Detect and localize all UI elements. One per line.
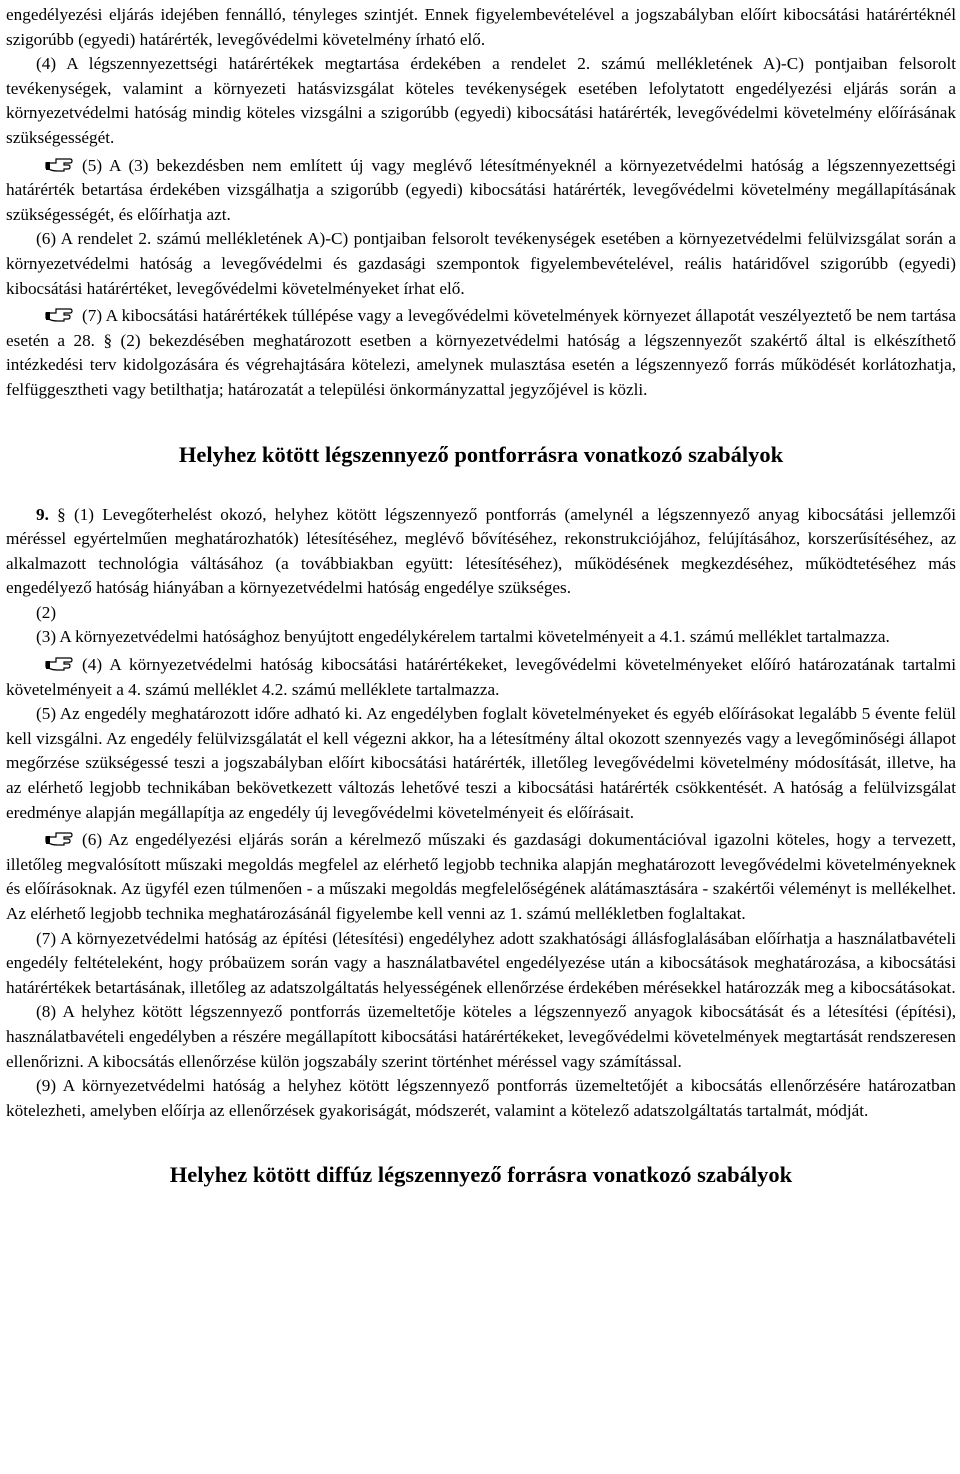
- section-9-paragraph-6-text: (6) Az engedélyezési eljárás során a kérelmező műszaki és gazdasági dokumentációval igazolni köteles, hogy a tervezett, illetőleg megvalósított műszaki megoldás megfelel az elérhető legjobb technika alapján meghatározott levegővédelmi követelményeknek és előírásoknak. Az ügyfél ezen túlmenően - a műszaki megoldás megfelelőségének alátámasztására - szakértői véleményt is mellékelhet. Az elérhető legjobb technika meghatározásánál figyelembe kell venni az 1. számú mellékletben foglaltakat.: [6, 830, 956, 923]
- section-number: 9.: [36, 504, 49, 524]
- paragraph-continuation: engedélyezési eljárás idejében fennálló, tényleges szintjét. Ennek figyelembevételével a jogszabályban előírt kibocsátási határértéknél szigorúbb (egyedi) határérték, levegővédelmi követelmény írható elő.: [6, 5, 956, 49]
- pointing-hand-icon: [44, 304, 74, 324]
- section-9-paragraph-3: (3) A környezetvédelmi hatósághoz benyújtott engedélykérelem tartalmi követelményeit a 4.1. számú melléklet tartalmazza.: [36, 627, 890, 647]
- section-9-paragraph-1-text: § (1) Levegőterhelést okozó, helyhez kötött légszennyező pontforrás (amelynél a légszennyező anyag kibocsátási jellemzői méréssel egyértelműen meghatározhatók) létesítéséhez, meglévő bővítéséhez, rekonstrukciójához, felújításához, korszerűsítéséhez, az alkalmazott technológia váltásához (a továbbiakban együtt: létesítéséhez), működésének megkezdéséhez, működtetéséhez más engedélyező hatóság hiányában a környezetvédelmi hatóság engedélye szükséges.: [6, 504, 957, 598]
- paragraph-6: (6) A rendelet 2. számú mellékletének A)-C) pontjaiban felsorolt tevékenységek esetében a környezetvédelmi felülvizsgálat során a környezetvédelmi hatóság a levegővédelmi és gazdasági szempontok figyelembevételével, reális határidővel szigorúbb (egyedi) kibocsátási határértéket, levegővédelmi követelményeket írhat elő.: [6, 229, 956, 298]
- section-9-paragraph-9: (9) A környezetvédelmi hatóság a helyhez kötött légszennyező pontforrás üzemeltetőjét a kibocsátás ellenőrzésére határozatban kötelezheti, amelyben előírja az ellenőrzések gyakoriságát, módszerét, valamint a kötelező adatszolgáltatás tartalmát, módját.: [6, 1076, 956, 1120]
- section-9-paragraph-4-text: (4) A környezetvédelmi hatóság kibocsátási határértékeket, levegővédelmi követelményeket előíró határozatának tartalmi követelményeit a 4. számú melléklet 4.2. számú melléklete tartalmazza.: [6, 655, 956, 699]
- paragraph-4: (4) A légszennyezettségi határértékek megtartása érdekében a rendelet 2. számú mellékletének A)-C) pontjaiban felsorolt tevékenységek, valamint a környezeti hatásvizsgálat köteles tevékenységek esetében lefolytatott engedélyezési eljárás során a környezetvédelmi hatóság mindig köteles vizsgálni a szigorúbb (egyedi) kibocsátási határérték, levegővédelmi követelmény előírásának szükségességét.: [6, 54, 956, 147]
- section-heading-pontforras: Helyhez kötött légszennyező pontforrásra vonatkozó szabályok: [178, 441, 784, 467]
- section-9-paragraph-1: [6, 503, 956, 601]
- paragraph-5: [6, 154, 956, 228]
- section-9-paragraph-6: [6, 828, 956, 926]
- section-9-paragraph-5: (5) Az engedély meghatározott időre adható ki. Az engedélyben foglalt követelményeket és egyéb előírásokat legalább 5 évente felül kell vizsgálni. Az engedély felülvizsgálatát el kell végezni akkor, ha a létesítmény által okozott szennyezés vagy a levegőminőségi állapot megőrzése szükségessé teszi a jogszabályban előírt kibocsátási határérték, illetőleg levegővédelmi követelmény módosítását, illetve, ha az elérhető legjobb technikában bekövetkezett változás lehetővé teszi a kibocsátási határérték csökkentését. A hatóság a felülvizsgálat eredménye alapján megállapítja az engedély új levegővédelmi követelményeit és előírásait.: [6, 704, 956, 822]
- section-heading-diffuz: Helyhez kötött diffúz légszennyező forrásra vonatkozó szabályok: [169, 1162, 793, 1188]
- section-9-paragraph-4: [6, 653, 956, 702]
- paragraph-7: [6, 304, 956, 402]
- section-9-paragraph-2: (2): [36, 602, 57, 622]
- document-page: [6, 0, 956, 1189]
- pointing-hand-icon: [44, 828, 74, 848]
- pointing-hand-icon: [44, 154, 74, 174]
- section-9-paragraph-8: (8) A helyhez kötött légszennyező pontforrás üzemeltetője köteles a légszennyező anyagok kibocsátását és a létesítési (építési), használatbavételi engedélyben a részére megállapított kibocsátási határértékeket, levegővédelmi követelmények megtartását rendszeresen ellenőrizni. A kibocsátás ellenőrzése külön jogszabály szerint történhet méréssel vagy számítással.: [6, 1002, 956, 1071]
- paragraph-5-text: (5) A (3) bekezdésben nem említett új vagy meglévő létesítményeknél a környezetvédelmi hatóság a légszennyezettségi határérték betartása érdekében vizsgálhatja a szigorúbb (egyedi) kibocsátási határérték, levegővédelmi követelmény megállapításának szükségességét, és előírhatja azt.: [6, 155, 956, 224]
- section-9-paragraph-7: (7) A környezetvédelmi hatóság az építési (létesítési) engedélyhez adott szakhatósági állásfoglalásában előírhatja a használatbavételi engedély feltételeként, hogy próbaüzem során vagy a használatbavétel engedélyezése után a kibocsátások meghatározása, a kibocsátási határértékek betartásának, illetőleg az adatszolgáltatás helyességének ellenőrzése érdekében mérésekkel határozzák meg a kibocsátásokat.: [6, 928, 956, 997]
- pointing-hand-icon: [44, 653, 74, 673]
- paragraph-7-text: (7) A kibocsátási határértékek túllépése vagy a levegővédelmi követelmények környezet állapotát veszélyeztető be nem tartása esetén a 28. § (2) bekezdésében meghatározott esetben a környezetvédelmi hatóság a légszennyezőt szakértő által is elkészíthető intézkedési terv kidolgozására és végrehajtására kötelezi, amelynek mulasztása esetén a légszennyező forrás működését korlátozhatja, felfüggesztheti vagy betilthatja; határozatát a települési önkormányzattal jegyzőjével is közli.: [6, 306, 956, 399]
